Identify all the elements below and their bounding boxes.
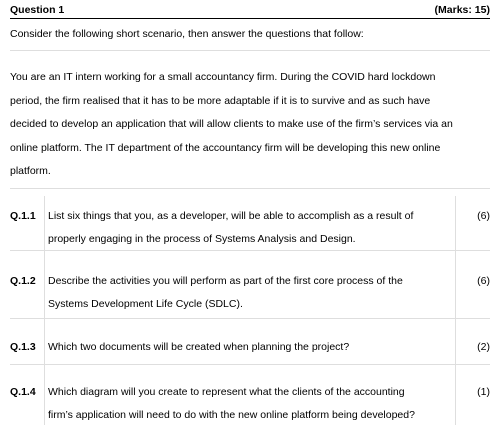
question-text [48, 271, 453, 317]
question-line: List six things that you, as a developer, will be able to accomplish as a result of [48, 210, 414, 222]
divider [10, 250, 490, 251]
question-number: Q.1.4 [10, 386, 36, 398]
question-line: Which two documents will be created when planning the project? [48, 341, 350, 353]
total-marks: (Marks: 15) [434, 4, 490, 16]
question-title: Question 1 [10, 4, 65, 16]
question-line: Systems Development Life Cycle (SDLC). [48, 298, 243, 310]
question-marks: (1) [477, 386, 490, 398]
divider [10, 188, 490, 189]
instruction-text: Consider the following short scenario, then answer the questions that follow: [10, 28, 364, 40]
question-number: Q.1.1 [10, 210, 36, 222]
question-marks: (2) [477, 341, 490, 353]
question-text [48, 337, 453, 360]
question-header [10, 4, 490, 19]
question-text [48, 206, 453, 252]
question-line: properly engaging in the process of Systems Analysis and Design. [48, 233, 356, 245]
scenario-line: online platform. The IT department of the accountancy firm will be developing this new online [10, 141, 441, 154]
scenario-line: period, the firm realised that it has to be more adaptable if it is to survive and as such have [10, 94, 431, 107]
scenario-paragraph [10, 66, 490, 184]
question-marks: (6) [477, 210, 490, 222]
divider [10, 50, 490, 51]
question-number: Q.1.2 [10, 275, 36, 287]
scenario-line: You are an IT intern working for a small accountancy firm. During the COVID hard lockdown [10, 71, 436, 83]
question-number: Q.1.3 [10, 341, 36, 353]
question-text [48, 382, 453, 428]
table-column-divider [455, 196, 456, 425]
scenario-line: decided to develop an application that will allow clients to make use of the firm’s services via an [10, 118, 453, 130]
question-marks: (6) [477, 275, 490, 287]
divider [10, 318, 490, 319]
table-column-divider [44, 196, 45, 425]
divider [10, 364, 490, 365]
question-line: firm’s application will need to do with the new online platform being developed? [48, 409, 415, 421]
question-line: Describe the activities you will perform as part of the first core process of the [48, 275, 403, 287]
question-line: Which diagram will you create to represent what the clients of the accounting [48, 386, 405, 398]
scenario-line: platform. [10, 165, 51, 177]
